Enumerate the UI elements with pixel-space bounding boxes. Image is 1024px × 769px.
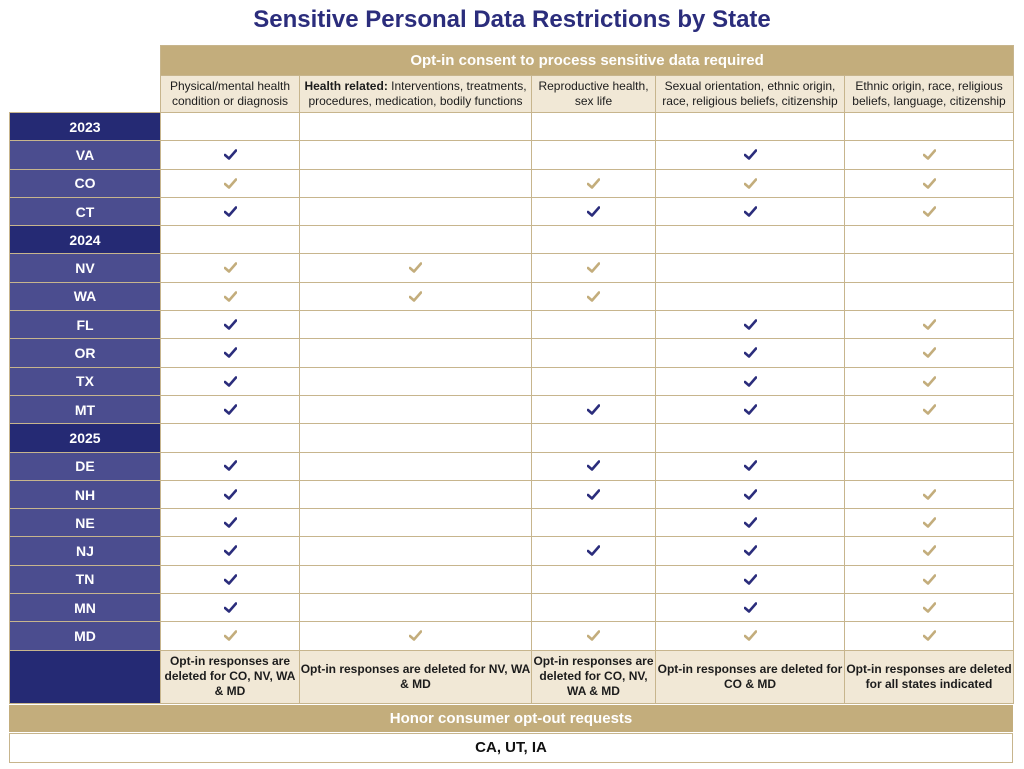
table-cell: [656, 141, 845, 169]
table-cell: [161, 282, 300, 310]
state-row: [10, 197, 1014, 225]
table-cell: [656, 339, 845, 367]
check-icon-gold: [587, 287, 600, 304]
check-icon-gold: [923, 401, 936, 418]
check-icon-navy: [587, 542, 600, 559]
state-row: [10, 367, 1014, 395]
table-cell: [845, 424, 1014, 452]
state-row: [10, 339, 1014, 367]
check-icon-navy: [744, 542, 757, 559]
table-cell: [656, 113, 845, 141]
table-cell: [532, 141, 656, 169]
table-cell: [161, 311, 300, 339]
check-icon-navy: [224, 344, 237, 361]
check-icon-gold: [923, 203, 936, 220]
table-cell: [161, 565, 300, 593]
state-label: MT: [10, 395, 161, 423]
check-icon-gold: [923, 174, 936, 191]
check-icon-gold: [224, 174, 237, 191]
state-row: [10, 537, 1014, 565]
table-cell: [532, 367, 656, 395]
state-row: [10, 480, 1014, 508]
table-cell: [161, 452, 300, 480]
table-cell: [300, 395, 532, 423]
check-icon-gold: [923, 599, 936, 616]
year-row: [10, 226, 1014, 254]
column-header: [532, 76, 656, 113]
table-cell: [161, 197, 300, 225]
table-cell: [161, 622, 300, 650]
check-icon-navy: [224, 599, 237, 616]
table-cell: [532, 254, 656, 282]
deletion-notes-row: [10, 650, 1014, 703]
corner-blank-2: [10, 76, 161, 113]
table-cell: [161, 395, 300, 423]
column-header: [845, 76, 1014, 113]
state-label: DE: [10, 452, 161, 480]
table-cell: [656, 197, 845, 225]
table-cell: [656, 424, 845, 452]
table-cell: [845, 141, 1014, 169]
table-cell: [161, 254, 300, 282]
check-icon-gold: [587, 259, 600, 276]
year-label: 2024: [10, 226, 161, 254]
table-cell: [845, 452, 1014, 480]
state-label: MD: [10, 622, 161, 650]
state-row: [10, 452, 1014, 480]
table-cell: [656, 282, 845, 310]
state-label: CT: [10, 197, 161, 225]
check-icon-navy: [224, 203, 237, 220]
check-icon-gold: [409, 259, 422, 276]
check-icon-navy: [744, 344, 757, 361]
table-cell: [845, 395, 1014, 423]
restrictions-table: [9, 45, 1014, 704]
column-header-text: Reproductive health, sex life: [538, 79, 649, 108]
check-icon-navy: [224, 401, 237, 418]
check-icon-gold: [923, 316, 936, 333]
table-cell: [845, 537, 1014, 565]
check-icon-gold: [923, 627, 936, 644]
table-cell: [300, 282, 532, 310]
check-icon-gold: [224, 627, 237, 644]
check-icon-gold: [409, 287, 422, 304]
check-icon-navy: [587, 401, 600, 418]
table-cell: [300, 226, 532, 254]
state-row: [10, 282, 1014, 310]
column-header-bold: Health related:: [304, 79, 388, 93]
check-icon-navy: [587, 203, 600, 220]
table-cell: [845, 282, 1014, 310]
table-cell: [532, 594, 656, 622]
state-label: TX: [10, 367, 161, 395]
table-cell: [532, 169, 656, 197]
column-header: [300, 76, 532, 113]
check-icon-gold: [923, 542, 936, 559]
table-cell: [656, 622, 845, 650]
check-icon-gold: [224, 287, 237, 304]
page-title: Sensitive Personal Data Restrictions by State: [253, 6, 771, 33]
deletion-note: Opt-in responses are deleted for CO, NV, WA & MD: [161, 650, 300, 703]
state-label: NJ: [10, 537, 161, 565]
table-cell: [161, 339, 300, 367]
check-icon-navy: [224, 316, 237, 333]
table-cell: [161, 367, 300, 395]
state-label: OR: [10, 339, 161, 367]
table-cell: [656, 395, 845, 423]
state-label: MN: [10, 594, 161, 622]
state-label: CO: [10, 169, 161, 197]
table-cell: [845, 367, 1014, 395]
check-icon-navy: [224, 570, 237, 587]
column-header-text: Interventions, treatments, procedures, medication, bodily functions: [308, 79, 527, 108]
table-cell: [300, 452, 532, 480]
table-cell: [300, 254, 532, 282]
state-label: NV: [10, 254, 161, 282]
column-header-text: Sexual orientation, ethnic origin, race, religious beliefs, citizenship: [662, 79, 838, 108]
check-icon-gold: [409, 627, 422, 644]
table-cell: [656, 509, 845, 537]
check-icon-gold: [744, 627, 757, 644]
deletion-note: Opt-in responses are deleted for NV, WA & MD: [300, 650, 532, 703]
table-cell: [300, 113, 532, 141]
table-cell: [300, 565, 532, 593]
table-cell: [300, 311, 532, 339]
state-row: [10, 622, 1014, 650]
opt-out-states: CA, UT, IA: [9, 733, 1013, 763]
check-icon-navy: [744, 146, 757, 163]
check-icon-navy: [587, 457, 600, 474]
table-cell: [845, 197, 1014, 225]
table-cell: [532, 395, 656, 423]
year-row: [10, 424, 1014, 452]
table-cell: [161, 113, 300, 141]
deletion-note: Opt-in responses are deleted for all states indicated: [845, 650, 1014, 703]
table-cell: [532, 509, 656, 537]
check-icon-navy: [224, 457, 237, 474]
deletion-note: Opt-in responses are deleted for CO, NV, WA & MD: [532, 650, 656, 703]
check-icon-gold: [744, 174, 757, 191]
state-row: [10, 311, 1014, 339]
table-cell: [532, 113, 656, 141]
table-cell: [300, 622, 532, 650]
table-cell: [161, 594, 300, 622]
table-cell: [532, 622, 656, 650]
table-cell: [656, 169, 845, 197]
check-icon-gold: [224, 259, 237, 276]
check-icon-gold: [587, 627, 600, 644]
table-cell: [532, 197, 656, 225]
table-cell: [300, 480, 532, 508]
year-row: [10, 113, 1014, 141]
table-cell: [656, 537, 845, 565]
check-icon-navy: [744, 486, 757, 503]
corner-blank: [10, 46, 161, 76]
check-icon-gold: [923, 146, 936, 163]
table-cell: [656, 226, 845, 254]
notes-stub: [10, 650, 161, 703]
check-icon-navy: [744, 570, 757, 587]
check-icon-navy: [744, 457, 757, 474]
check-icon-navy: [224, 486, 237, 503]
check-icon-navy: [224, 514, 237, 531]
table-cell: [845, 622, 1014, 650]
table-cell: [532, 480, 656, 508]
table-cell: [161, 141, 300, 169]
table-cell: [532, 452, 656, 480]
table-cell: [161, 424, 300, 452]
check-icon-navy: [744, 599, 757, 616]
check-icon-navy: [224, 542, 237, 559]
table-cell: [845, 169, 1014, 197]
year-label: 2025: [10, 424, 161, 452]
check-icon-gold: [923, 372, 936, 389]
state-label: NH: [10, 480, 161, 508]
state-label: WA: [10, 282, 161, 310]
deletion-note: Opt-in responses are deleted for CO & MD: [656, 650, 845, 703]
table-cell: [300, 594, 532, 622]
column-header-text: Ethnic origin, race, religious beliefs, language, citizenship: [852, 79, 1006, 108]
table-cell: [300, 169, 532, 197]
table-cell: [532, 339, 656, 367]
state-row: [10, 254, 1014, 282]
table-cell: [300, 537, 532, 565]
state-label: TN: [10, 565, 161, 593]
check-icon-gold: [923, 514, 936, 531]
check-icon-gold: [923, 344, 936, 361]
table-cell: [845, 565, 1014, 593]
table-cell: [845, 226, 1014, 254]
table-cell: [532, 311, 656, 339]
check-icon-gold: [923, 486, 936, 503]
state-label: FL: [10, 311, 161, 339]
table-cell: [532, 424, 656, 452]
check-icon-navy: [744, 372, 757, 389]
table-cell: [845, 480, 1014, 508]
table-cell: [656, 311, 845, 339]
state-row: [10, 509, 1014, 537]
table-cell: [845, 311, 1014, 339]
check-icon-gold: [923, 570, 936, 587]
table-cell: [161, 509, 300, 537]
state-row: [10, 141, 1014, 169]
table-cell: [300, 339, 532, 367]
table-cell: [532, 537, 656, 565]
state-row: [10, 565, 1014, 593]
state-label: VA: [10, 141, 161, 169]
table-cell: [656, 480, 845, 508]
check-icon-navy: [744, 401, 757, 418]
table-cell: [845, 339, 1014, 367]
table-cell: [161, 537, 300, 565]
state-row: [10, 169, 1014, 197]
year-label: 2023: [10, 113, 161, 141]
table-cell: [161, 480, 300, 508]
table-cell: [656, 594, 845, 622]
column-header: [656, 76, 845, 113]
check-icon-navy: [224, 372, 237, 389]
table-cell: [300, 424, 532, 452]
check-icon-navy: [744, 316, 757, 333]
table-cell: [300, 141, 532, 169]
table-cell: [845, 509, 1014, 537]
opt-in-banner: Opt-in consent to process sensitive data required: [161, 46, 1014, 76]
table-cell: [656, 367, 845, 395]
table-cell: [656, 452, 845, 480]
table-cell: [532, 565, 656, 593]
state-row: [10, 395, 1014, 423]
column-header: [161, 76, 300, 113]
table-cell: [300, 367, 532, 395]
table-cell: [532, 282, 656, 310]
column-header-text: Physical/mental health condition or diagnosis: [169, 79, 291, 108]
opt-out-banner: Honor consumer opt-out requests: [9, 705, 1013, 732]
table-cell: [845, 254, 1014, 282]
table-cell: [845, 594, 1014, 622]
table-cell: [532, 226, 656, 254]
check-icon-navy: [587, 486, 600, 503]
table-cell: [656, 254, 845, 282]
check-icon-gold: [587, 174, 600, 191]
check-icon-navy: [224, 146, 237, 163]
table-cell: [845, 113, 1014, 141]
table-cell: [161, 226, 300, 254]
table-cell: [656, 565, 845, 593]
check-icon-navy: [744, 514, 757, 531]
state-label: NE: [10, 509, 161, 537]
table-cell: [161, 169, 300, 197]
table-cell: [300, 509, 532, 537]
table-cell: [300, 197, 532, 225]
check-icon-navy: [744, 203, 757, 220]
state-row: [10, 594, 1014, 622]
